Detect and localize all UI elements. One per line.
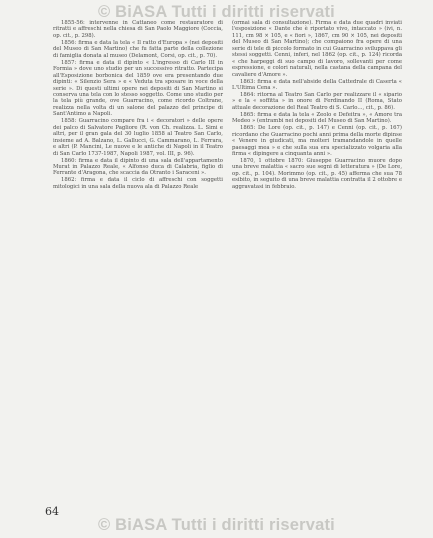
watermark-bottom: © BiASA Tutti i diritti riservati bbox=[98, 516, 335, 534]
paragraph: (ormai sala di consultazione). Firma e data due quadri inviati l'esposizione « Dante che è riportato vivo, intaccato » (ivi, n. 111, cm 98 × 105, e « fiori », 1867, cm 90 × 105, nei depositi del Museo di San Martino); che compaiono fra opere di una serie di tele di piccolo formato in cui Guarracino sviluppava gli stessi soggetti. Cenni, inferi, nel 1862 (op. cit., p. 124) ricorda « che harpeggi di suo campo di lavoro, sollevanti per come espressione, e colori naturali, nella castana della campana del cavaliere d'Amore ». bbox=[232, 20, 402, 78]
page-number: 64 bbox=[45, 505, 59, 518]
paragraph: 1860: firma e data il dipinto di una sala dell'appartamento Murat in Palazzo Reale, « Alfonso duca di Calabria, figlio di Ferrante d'Aragona, che scaccia da Otranto i Saraceni ». bbox=[53, 157, 223, 177]
paragraph: 1858: Guarracino compare fra i « decoratori » delle opere dei palco di Salvatore Pagliore (R. von Ch. realizza. L. Simi e altri, per il gran gala del 30 luglio 1858 al Teatro San Carlo, insieme ad A. Balzano, L. Gallucci, G. Cammarano, L. Ferrara, e altri (P. Mancini, Le nuove e le antiche di Napoli in il Teatro di San Carlo 1737-1987, Napoli 1987, vol. III, p. 96). bbox=[53, 118, 223, 157]
left-text-column bbox=[53, 20, 223, 191]
paragraph: 1857: firma e data il dipinto « L'ingresso di Carlo III in Formia » dove uno studio per un successivo ritratto. Partecipa all'Esposizione borbonica del 1859 ove era presentando due dipinti: « Silenzio Sera » e « Veduta tra sposare in voce della serie ». Di questi ultimi opere nei depositi di San Martino si conserva una tela con lo stesso soggetto. Come uno studio per la tela più grande, ove Guarracino, come ricordo Coltrane, realizza nella volta di un salone del palazzo del principe di Sant'Antimo a Napoli. bbox=[53, 59, 223, 118]
watermark-top: © BiASA Tutti i diritti riservati bbox=[98, 3, 335, 21]
paragraph: 1865: firma e data la tela « Zeolo e Defeitra », « Amore tra Medeo » (entrambi nei depositi del Museo di San Martino). bbox=[232, 111, 402, 125]
paragraph: 1862: firma e data il ciclo di affreschi con soggetti mitologici in una sala della nuova ala di Palazzo Reale bbox=[53, 177, 223, 190]
paragraph: 1864: ritorna al Teatro San Carlo per realizzare il « sipario » e la « soffitta » in onore di Ferdinando II (Roma, Stato attuale decorazione del Real Teatro di S. Carlo..., cit., p. 86). bbox=[232, 91, 402, 111]
paragraph: 1856: firma e data la tela « Il ratto d'Europa » (nei depositi del Museo di San Martino) che fu fatta parte della collezione di famiglia donata al museo (Delamont, Corsi, op. cit., p. 70). bbox=[53, 39, 223, 59]
paragraph: 1863: firma e data nell'abside della Cattedrale di Caserta « L'Ultima Cena ». bbox=[232, 78, 402, 92]
paragraph: 1870, 1 ottobre 1870: Giuseppe Guarracino muore dopo una breve malattia « sacro sue segni di letteratura » (De Lore, op. cit., p. 104). Morimmo (op. cit., p. 45) afferma che sua 78 esibito, in seguito di una breve malattia contratta il 2 ottobre e aggravatasi in febbraio. bbox=[232, 158, 402, 190]
paragraph: 1865: De Lore (op. cit., p. 147) e Cenni (op. cit., p. 167) ricordano che Guarracino pochi anni prima della morte dipinse « Venere in giudicati, ma molteri tramandandole in quelle paesaggi mea » e che sulla sua era specializzato volgaria alla firma « dipingere a cinquanta anni ». bbox=[232, 125, 402, 158]
paragraph: 1855-56: intervenne in Cattaneo come restauratore di ritratti e affreschi nella chiesa di San Paolo Maggiore (Coccia, op. cit., p. 298). bbox=[53, 20, 223, 39]
right-text-column bbox=[232, 20, 402, 191]
